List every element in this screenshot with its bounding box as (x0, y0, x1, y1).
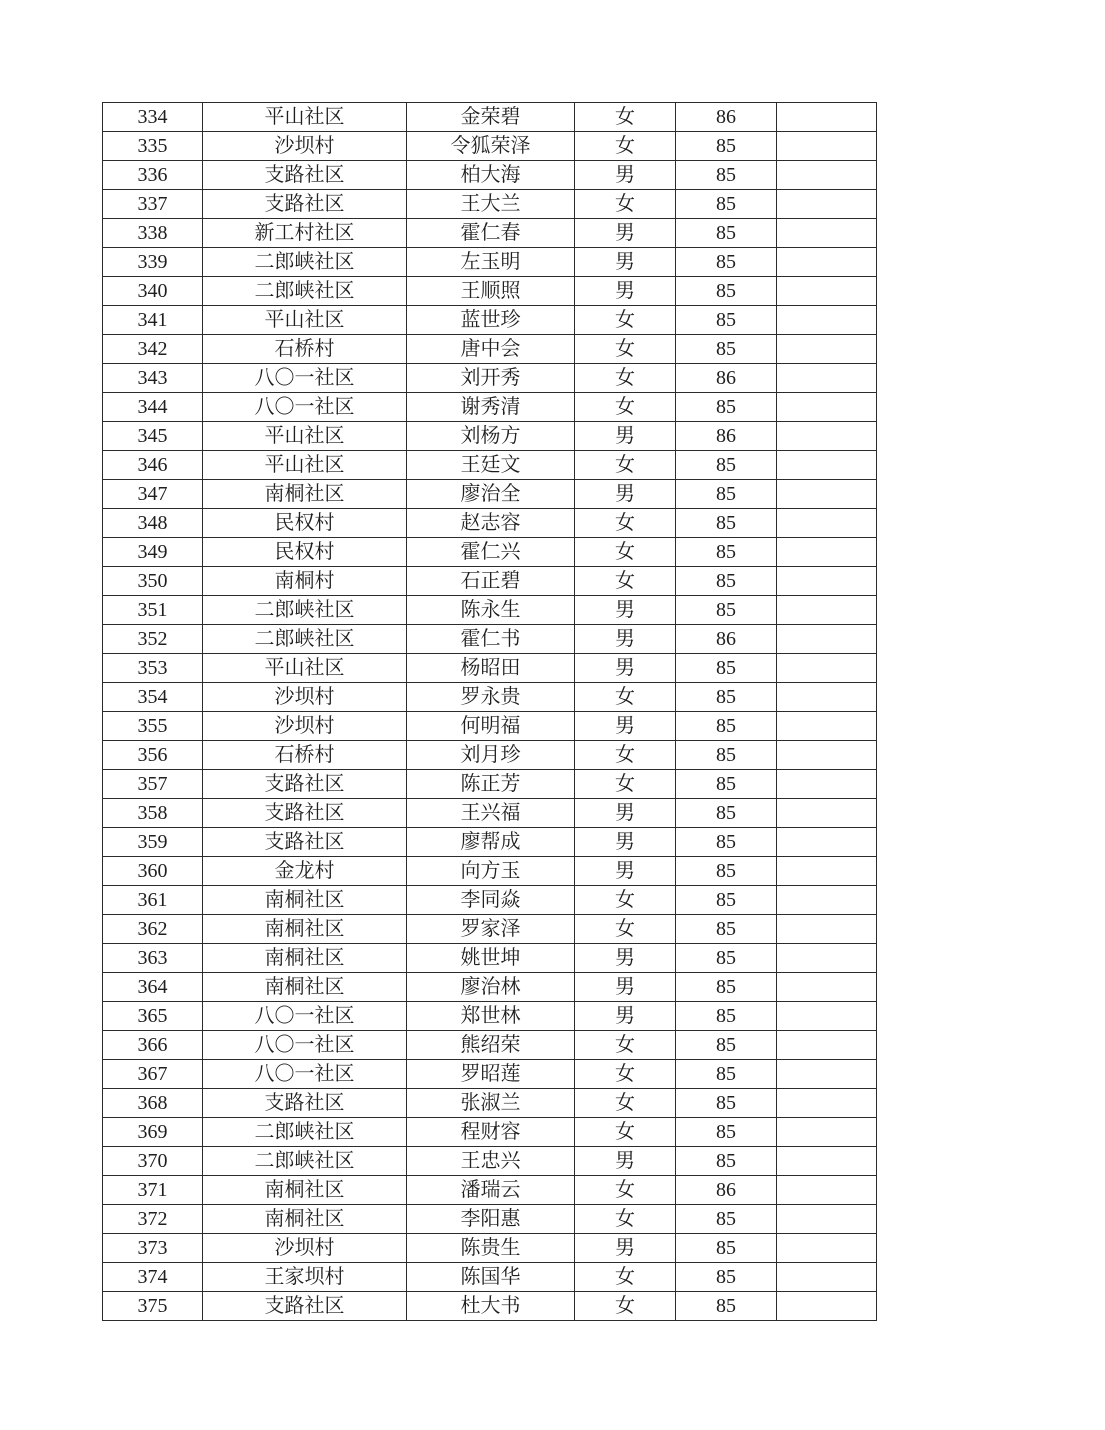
cell-name: 石正碧 (407, 567, 575, 596)
cell-note (777, 828, 877, 857)
table-row (103, 741, 877, 770)
cell-village: 支路社区 (203, 190, 407, 219)
cell-age: 85 (676, 277, 777, 306)
cell-name: 刘月珍 (407, 741, 575, 770)
cell-name: 刘杨方 (407, 422, 575, 451)
table-row (103, 161, 877, 190)
cell-no: 341 (103, 306, 203, 335)
cell-village: 二郎峡社区 (203, 596, 407, 625)
cell-no: 350 (103, 567, 203, 596)
cell-note (777, 1292, 877, 1321)
cell-gender: 男 (575, 828, 676, 857)
cell-note (777, 1031, 877, 1060)
table-row (103, 219, 877, 248)
cell-no: 352 (103, 625, 203, 654)
cell-note (777, 132, 877, 161)
cell-name: 金荣碧 (407, 103, 575, 132)
cell-village: 八〇一社区 (203, 1060, 407, 1089)
cell-gender: 女 (575, 1205, 676, 1234)
cell-village: 二郎峡社区 (203, 625, 407, 654)
cell-age: 85 (676, 770, 777, 799)
table-row (103, 857, 877, 886)
cell-name: 向方玉 (407, 857, 575, 886)
cell-name: 令狐荣泽 (407, 132, 575, 161)
cell-gender: 男 (575, 654, 676, 683)
table-row (103, 1089, 877, 1118)
cell-name: 王忠兴 (407, 1147, 575, 1176)
cell-no: 369 (103, 1118, 203, 1147)
cell-no: 357 (103, 770, 203, 799)
cell-no: 338 (103, 219, 203, 248)
cell-no: 366 (103, 1031, 203, 1060)
cell-age: 85 (676, 857, 777, 886)
cell-village: 沙坝村 (203, 132, 407, 161)
cell-note (777, 277, 877, 306)
cell-age: 85 (676, 1031, 777, 1060)
cell-name: 王大兰 (407, 190, 575, 219)
cell-age: 86 (676, 103, 777, 132)
table-row (103, 1234, 877, 1263)
table-row (103, 654, 877, 683)
cell-village: 民权村 (203, 538, 407, 567)
cell-age: 85 (676, 1118, 777, 1147)
cell-age: 85 (676, 712, 777, 741)
cell-name: 李阳惠 (407, 1205, 575, 1234)
cell-note (777, 1089, 877, 1118)
cell-no: 360 (103, 857, 203, 886)
table-row (103, 915, 877, 944)
cell-name: 杨昭田 (407, 654, 575, 683)
cell-age: 85 (676, 654, 777, 683)
cell-no: 339 (103, 248, 203, 277)
cell-note (777, 741, 877, 770)
cell-age: 85 (676, 567, 777, 596)
cell-name: 张淑兰 (407, 1089, 575, 1118)
cell-gender: 男 (575, 799, 676, 828)
cell-note (777, 1263, 877, 1292)
cell-no: 336 (103, 161, 203, 190)
cell-village: 八〇一社区 (203, 1002, 407, 1031)
cell-note (777, 596, 877, 625)
cell-note (777, 857, 877, 886)
cell-note (777, 190, 877, 219)
cell-village: 南桐村 (203, 567, 407, 596)
cell-no: 342 (103, 335, 203, 364)
cell-age: 85 (676, 944, 777, 973)
cell-no: 361 (103, 886, 203, 915)
cell-gender: 女 (575, 1176, 676, 1205)
cell-note (777, 364, 877, 393)
cell-note (777, 799, 877, 828)
cell-note (777, 1147, 877, 1176)
cell-gender: 女 (575, 915, 676, 944)
cell-village: 二郎峡社区 (203, 1118, 407, 1147)
table-row (103, 944, 877, 973)
cell-gender: 女 (575, 509, 676, 538)
cell-note (777, 422, 877, 451)
table-row (103, 335, 877, 364)
cell-no: 353 (103, 654, 203, 683)
cell-note (777, 1118, 877, 1147)
cell-name: 潘瑞云 (407, 1176, 575, 1205)
table-row (103, 973, 877, 1002)
cell-name: 陈正芳 (407, 770, 575, 799)
cell-village: 王家坝村 (203, 1263, 407, 1292)
table-row (103, 451, 877, 480)
cell-gender: 男 (575, 277, 676, 306)
cell-age: 85 (676, 451, 777, 480)
cell-age: 85 (676, 1147, 777, 1176)
cell-village: 民权村 (203, 509, 407, 538)
cell-name: 陈贵生 (407, 1234, 575, 1263)
cell-age: 85 (676, 1060, 777, 1089)
cell-age: 85 (676, 973, 777, 1002)
cell-gender: 男 (575, 1147, 676, 1176)
cell-village: 沙坝村 (203, 712, 407, 741)
cell-age: 85 (676, 190, 777, 219)
cell-no: 354 (103, 683, 203, 712)
cell-note (777, 306, 877, 335)
cell-name: 霍仁春 (407, 219, 575, 248)
cell-no: 368 (103, 1089, 203, 1118)
table-row (103, 1118, 877, 1147)
cell-no: 348 (103, 509, 203, 538)
cell-gender: 女 (575, 306, 676, 335)
cell-village: 支路社区 (203, 161, 407, 190)
cell-name: 王顺照 (407, 277, 575, 306)
cell-note (777, 1060, 877, 1089)
cell-no: 355 (103, 712, 203, 741)
cell-note (777, 1176, 877, 1205)
table-row (103, 1263, 877, 1292)
cell-note (777, 683, 877, 712)
cell-name: 廖治林 (407, 973, 575, 1002)
cell-name: 霍仁书 (407, 625, 575, 654)
cell-name: 李同焱 (407, 886, 575, 915)
cell-gender: 男 (575, 248, 676, 277)
cell-no: 362 (103, 915, 203, 944)
cell-note (777, 161, 877, 190)
cell-name: 廖治全 (407, 480, 575, 509)
cell-no: 356 (103, 741, 203, 770)
cell-age: 85 (676, 1263, 777, 1292)
cell-note (777, 393, 877, 422)
cell-village: 沙坝村 (203, 1234, 407, 1263)
cell-village: 八〇一社区 (203, 393, 407, 422)
cell-no: 343 (103, 364, 203, 393)
cell-no: 340 (103, 277, 203, 306)
cell-gender: 男 (575, 625, 676, 654)
cell-gender: 女 (575, 1118, 676, 1147)
table-row (103, 1147, 877, 1176)
cell-age: 85 (676, 335, 777, 364)
cell-no: 371 (103, 1176, 203, 1205)
cell-age: 85 (676, 161, 777, 190)
cell-gender: 女 (575, 335, 676, 364)
table-row (103, 1060, 877, 1089)
cell-age: 85 (676, 538, 777, 567)
cell-note (777, 248, 877, 277)
cell-village: 平山社区 (203, 451, 407, 480)
cell-gender: 男 (575, 712, 676, 741)
cell-no: 349 (103, 538, 203, 567)
cell-gender: 女 (575, 393, 676, 422)
cell-village: 南桐社区 (203, 973, 407, 1002)
cell-note (777, 538, 877, 567)
cell-gender: 女 (575, 1031, 676, 1060)
cell-no: 374 (103, 1263, 203, 1292)
cell-village: 平山社区 (203, 654, 407, 683)
table-row (103, 1031, 877, 1060)
cell-no: 365 (103, 1002, 203, 1031)
cell-no: 375 (103, 1292, 203, 1321)
cell-note (777, 567, 877, 596)
cell-name: 罗昭莲 (407, 1060, 575, 1089)
table-row (103, 886, 877, 915)
cell-note (777, 915, 877, 944)
cell-village: 支路社区 (203, 1089, 407, 1118)
table-row (103, 567, 877, 596)
table-row (103, 828, 877, 857)
cell-name: 何明福 (407, 712, 575, 741)
cell-village: 南桐社区 (203, 886, 407, 915)
cell-gender: 男 (575, 1234, 676, 1263)
cell-note (777, 103, 877, 132)
cell-note (777, 219, 877, 248)
cell-no: 372 (103, 1205, 203, 1234)
cell-note (777, 770, 877, 799)
cell-village: 平山社区 (203, 103, 407, 132)
cell-name: 陈永生 (407, 596, 575, 625)
cell-age: 85 (676, 480, 777, 509)
cell-gender: 女 (575, 1292, 676, 1321)
cell-no: 363 (103, 944, 203, 973)
cell-no: 358 (103, 799, 203, 828)
cell-note (777, 509, 877, 538)
cell-gender: 男 (575, 219, 676, 248)
cell-gender: 男 (575, 422, 676, 451)
cell-village: 沙坝村 (203, 683, 407, 712)
cell-gender: 女 (575, 190, 676, 219)
cell-age: 85 (676, 306, 777, 335)
cell-village: 平山社区 (203, 422, 407, 451)
cell-note (777, 480, 877, 509)
cell-age: 86 (676, 422, 777, 451)
cell-age: 85 (676, 741, 777, 770)
cell-no: 347 (103, 480, 203, 509)
cell-note (777, 1002, 877, 1031)
cell-no: 359 (103, 828, 203, 857)
cell-village: 支路社区 (203, 1292, 407, 1321)
cell-gender: 女 (575, 886, 676, 915)
cell-no: 335 (103, 132, 203, 161)
cell-village: 八〇一社区 (203, 1031, 407, 1060)
cell-village: 新工村社区 (203, 219, 407, 248)
cell-name: 程财容 (407, 1118, 575, 1147)
cell-gender: 女 (575, 1060, 676, 1089)
cell-age: 85 (676, 393, 777, 422)
cell-gender: 男 (575, 480, 676, 509)
cell-age: 85 (676, 509, 777, 538)
cell-age: 85 (676, 1234, 777, 1263)
table-row (103, 393, 877, 422)
cell-name: 廖帮成 (407, 828, 575, 857)
cell-gender: 男 (575, 944, 676, 973)
cell-age: 86 (676, 364, 777, 393)
cell-gender: 女 (575, 364, 676, 393)
cell-gender: 男 (575, 857, 676, 886)
cell-gender: 男 (575, 1002, 676, 1031)
cell-name: 刘开秀 (407, 364, 575, 393)
cell-no: 373 (103, 1234, 203, 1263)
table-row (103, 625, 877, 654)
cell-age: 85 (676, 132, 777, 161)
cell-age: 85 (676, 1205, 777, 1234)
cell-village: 石桥村 (203, 335, 407, 364)
cell-age: 86 (676, 1176, 777, 1205)
cell-note (777, 1205, 877, 1234)
cell-village: 二郎峡社区 (203, 248, 407, 277)
cell-note (777, 973, 877, 1002)
cell-note (777, 944, 877, 973)
cell-note (777, 654, 877, 683)
table-row (103, 770, 877, 799)
cell-village: 石桥村 (203, 741, 407, 770)
cell-no: 334 (103, 103, 203, 132)
cell-village: 二郎峡社区 (203, 277, 407, 306)
cell-name: 陈国华 (407, 1263, 575, 1292)
cell-age: 85 (676, 828, 777, 857)
cell-age: 86 (676, 625, 777, 654)
cell-note (777, 1234, 877, 1263)
cell-name: 赵志容 (407, 509, 575, 538)
cell-age: 85 (676, 1002, 777, 1031)
cell-age: 85 (676, 219, 777, 248)
cell-no: 364 (103, 973, 203, 1002)
table-row (103, 1176, 877, 1205)
cell-village: 二郎峡社区 (203, 1147, 407, 1176)
table-row (103, 422, 877, 451)
cell-village: 南桐社区 (203, 915, 407, 944)
cell-village: 南桐社区 (203, 1205, 407, 1234)
cell-no: 345 (103, 422, 203, 451)
cell-name: 罗永贵 (407, 683, 575, 712)
table-row (103, 364, 877, 393)
roster-body (103, 103, 877, 1321)
cell-note (777, 712, 877, 741)
cell-gender: 女 (575, 683, 676, 712)
cell-village: 南桐社区 (203, 1176, 407, 1205)
cell-village: 支路社区 (203, 770, 407, 799)
cell-gender: 女 (575, 132, 676, 161)
cell-gender: 女 (575, 1263, 676, 1292)
table-row (103, 132, 877, 161)
table-row (103, 596, 877, 625)
table-row (103, 1292, 877, 1321)
table-row (103, 712, 877, 741)
cell-name: 杜大书 (407, 1292, 575, 1321)
cell-no: 344 (103, 393, 203, 422)
table-row (103, 248, 877, 277)
cell-village: 支路社区 (203, 799, 407, 828)
table-row (103, 103, 877, 132)
table-row (103, 1205, 877, 1234)
cell-no: 370 (103, 1147, 203, 1176)
cell-gender: 女 (575, 770, 676, 799)
table-row (103, 1002, 877, 1031)
cell-note (777, 335, 877, 364)
cell-note (777, 451, 877, 480)
table-row (103, 190, 877, 219)
cell-name: 唐中会 (407, 335, 575, 364)
table-row (103, 799, 877, 828)
cell-gender: 女 (575, 567, 676, 596)
cell-age: 85 (676, 683, 777, 712)
cell-village: 金龙村 (203, 857, 407, 886)
cell-no: 367 (103, 1060, 203, 1089)
cell-age: 85 (676, 1089, 777, 1118)
cell-age: 85 (676, 799, 777, 828)
cell-age: 85 (676, 248, 777, 277)
cell-gender: 女 (575, 103, 676, 132)
table-row (103, 509, 877, 538)
cell-village: 南桐社区 (203, 944, 407, 973)
cell-name: 蓝世珍 (407, 306, 575, 335)
cell-no: 351 (103, 596, 203, 625)
cell-gender: 女 (575, 538, 676, 567)
cell-name: 熊绍荣 (407, 1031, 575, 1060)
cell-note (777, 886, 877, 915)
cell-name: 姚世坤 (407, 944, 575, 973)
cell-name: 王兴福 (407, 799, 575, 828)
cell-name: 谢秀清 (407, 393, 575, 422)
cell-note (777, 625, 877, 654)
cell-age: 85 (676, 596, 777, 625)
cell-gender: 女 (575, 741, 676, 770)
cell-village: 八〇一社区 (203, 364, 407, 393)
cell-gender: 男 (575, 596, 676, 625)
table-row (103, 277, 877, 306)
cell-age: 85 (676, 886, 777, 915)
cell-name: 王廷文 (407, 451, 575, 480)
cell-gender: 女 (575, 1089, 676, 1118)
cell-age: 85 (676, 1292, 777, 1321)
cell-age: 85 (676, 915, 777, 944)
cell-no: 346 (103, 451, 203, 480)
cell-no: 337 (103, 190, 203, 219)
table-row (103, 306, 877, 335)
cell-village: 平山社区 (203, 306, 407, 335)
table-row (103, 480, 877, 509)
cell-name: 罗家泽 (407, 915, 575, 944)
table-row (103, 683, 877, 712)
cell-name: 柏大海 (407, 161, 575, 190)
cell-gender: 女 (575, 451, 676, 480)
table-row (103, 538, 877, 567)
cell-gender: 男 (575, 973, 676, 1002)
cell-name: 郑世林 (407, 1002, 575, 1031)
cell-name: 左玉明 (407, 248, 575, 277)
cell-gender: 男 (575, 161, 676, 190)
cell-name: 霍仁兴 (407, 538, 575, 567)
cell-village: 南桐社区 (203, 480, 407, 509)
cell-village: 支路社区 (203, 828, 407, 857)
roster-table (102, 102, 877, 1321)
